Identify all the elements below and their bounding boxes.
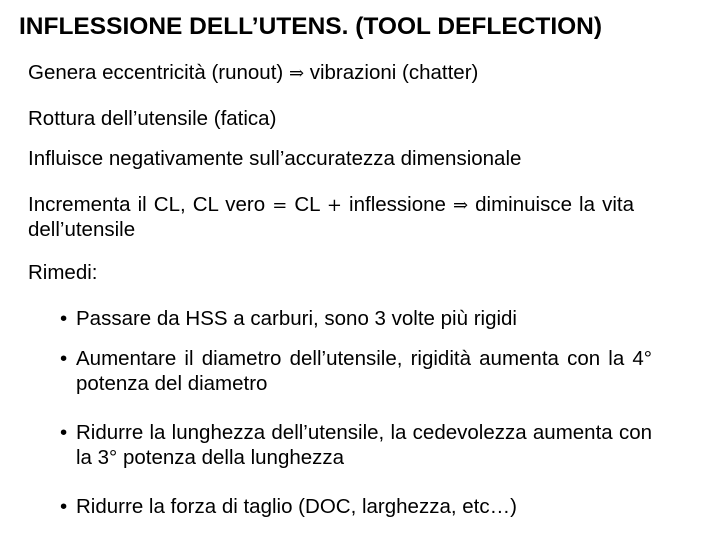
- cl-text-2: CL: [287, 193, 327, 216]
- bullet-icon: •: [60, 421, 68, 444]
- cl-text-3: inflessione: [341, 193, 453, 216]
- slide-title: INFLESSIONE DELL’UTENS. (TOOL DEFLECTION): [19, 13, 603, 40]
- breakage-line: Rottura dell’utensile (fatica): [28, 107, 277, 130]
- plus-sign: +: [326, 195, 342, 216]
- cl-text-4: diminuisce la vita dell’utensile: [28, 193, 634, 242]
- cl-text-1: Incrementa il CL, CL vero: [28, 193, 273, 216]
- accuracy-line: Influisce negativamente sull’accuratezza dimensionale: [28, 147, 522, 170]
- bullet-icon: •: [60, 347, 68, 370]
- remedies-label: Rimedi:: [28, 261, 98, 284]
- remedy-text: Passare da HSS a carburi, sono 3 volte più rigidi: [76, 307, 517, 330]
- remedy-text: Ridurre la lunghezza dell’utensile, la cedevolezza aumenta con la 3° potenza della lunghezza: [76, 421, 652, 470]
- equals-sign: =: [272, 195, 288, 216]
- remedy-text: Ridurre la forza di taglio (DOC, larghezza, etc…): [76, 495, 517, 518]
- runout-line: [28, 60, 478, 85]
- remedy-item: [60, 420, 652, 470]
- implies-arrow-icon: ⇒: [288, 63, 305, 84]
- remedy-item: [60, 306, 652, 331]
- remedy-item: [60, 494, 652, 519]
- implies-arrow-icon: ⇒: [452, 195, 469, 216]
- runout-text: Genera eccentricità (runout): [28, 61, 289, 84]
- remedy-item: [60, 346, 652, 396]
- remedy-text: Aumentare il diametro dell’utensile, rigidità aumenta con la 4° potenza del diametro: [76, 347, 652, 396]
- bullet-icon: •: [60, 307, 68, 330]
- chatter-text: vibrazioni (chatter): [304, 61, 479, 84]
- bullet-icon: •: [60, 495, 68, 518]
- cl-line: [28, 192, 634, 242]
